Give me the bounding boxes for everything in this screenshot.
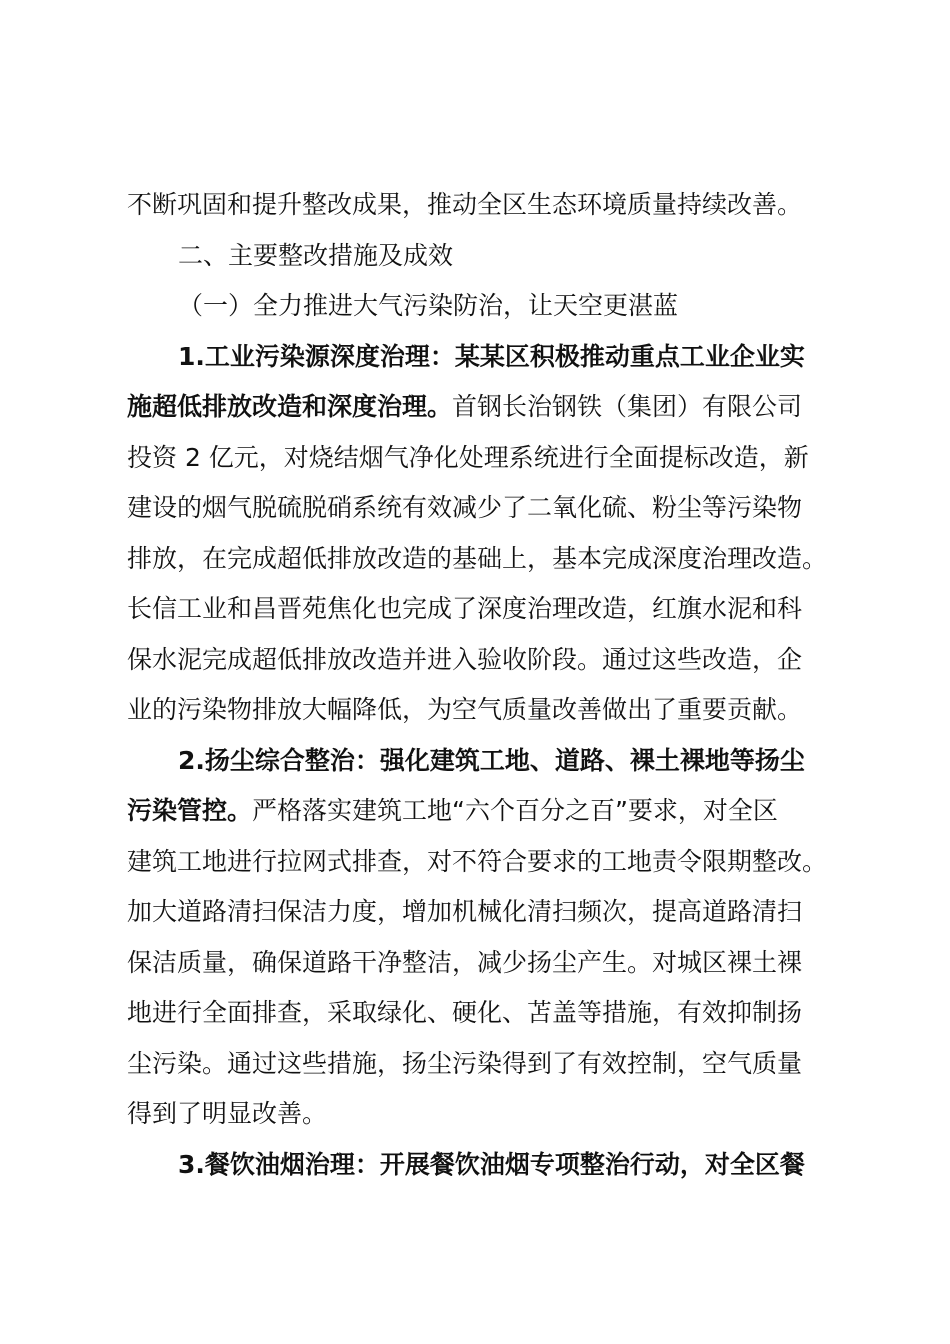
text-run: 长信工业和昌晋苑焦化也完成了深度治理改造，红旗水泥和科: [127, 594, 803, 623]
text-run: 地进行全面排查，采取绿化、硬化、苫盖等措施，有效抑制扬: [127, 998, 803, 1027]
bold-text-run: 2.扬尘综合整治：强化建筑工地、道路、裸土裸地等扬尘: [178, 745, 805, 775]
text-run: 保洁质量，确保道路干净整洁，减少扬尘产生。对城区裸土裸: [127, 947, 803, 977]
text-line: [127, 382, 837, 433]
bold-text-run: 污染管控。: [127, 796, 253, 825]
text-line: [127, 231, 837, 282]
text-line: [127, 736, 837, 787]
text-run: 保水泥完成超低排放改造并进入验收阶段。通过这些改造，企: [127, 644, 803, 674]
text-line: [127, 837, 837, 888]
text-run: 首钢长治钢铁（集团）有限公司: [452, 392, 803, 421]
text-run: （一）全力推进大气污染防治，让天空更湛蓝: [178, 291, 679, 320]
text-run: 尘污染。通过这些措施，扬尘污染得到了有效控制，空气质量: [127, 1048, 803, 1078]
text-run: 二、主要整改措施及成效: [178, 240, 454, 270]
text-line: [127, 584, 837, 635]
text-run: 加大道路清扫保洁力度，增加机械化清扫频次，提高道路清扫: [127, 897, 803, 926]
text-line: [127, 1039, 837, 1090]
text-line: [127, 988, 837, 1039]
text-line: [127, 887, 837, 938]
text-line: [127, 938, 837, 989]
bold-text-run: 1.工业污染源深度治理：某某区积极推动重点工业企业实: [178, 341, 805, 371]
text-line: [127, 1089, 837, 1140]
text-line: [127, 786, 837, 837]
text-line: [127, 180, 837, 231]
text-run: 投资 2 亿元，对烧结烟气净化处理系统进行全面提标改造，新: [127, 442, 809, 472]
text-run: 建筑工地进行拉网式排查，对不符合要求的工地责令限期整改。: [127, 846, 828, 876]
text-run: 建设的烟气脱硫脱硝系统有效减少了二氧化硫、粉尘等污染物: [127, 493, 803, 522]
text-line: [127, 635, 837, 686]
bold-text-run: 3.餐饮油烟治理：开展餐饮油烟专项整治行动，对全区餐: [178, 1149, 805, 1179]
text-run: 排放，在完成超低排放改造的基础上，基本完成深度治理改造。: [127, 543, 828, 573]
text-run: 不断巩固和提升整改成果，推动全区生态环境质量持续改善。: [127, 190, 803, 219]
text-line: [127, 281, 837, 332]
text-run: 严格落实建筑工地“六个百分之百”要求，对全区: [252, 796, 778, 825]
text-run: 业的污染物排放大幅降低，为空气质量改善做出了重要贡献。: [127, 695, 803, 724]
text-line: [127, 332, 837, 383]
text-run: 得到了明显改善。: [127, 1099, 328, 1128]
bold-text-run: 施超低排放改造和深度治理。: [127, 392, 453, 421]
text-line: [127, 685, 837, 736]
text-line: [127, 433, 837, 484]
text-line: [127, 1140, 837, 1191]
text-line: [127, 483, 837, 534]
text-line: [127, 534, 837, 585]
document-body: [127, 180, 837, 1190]
